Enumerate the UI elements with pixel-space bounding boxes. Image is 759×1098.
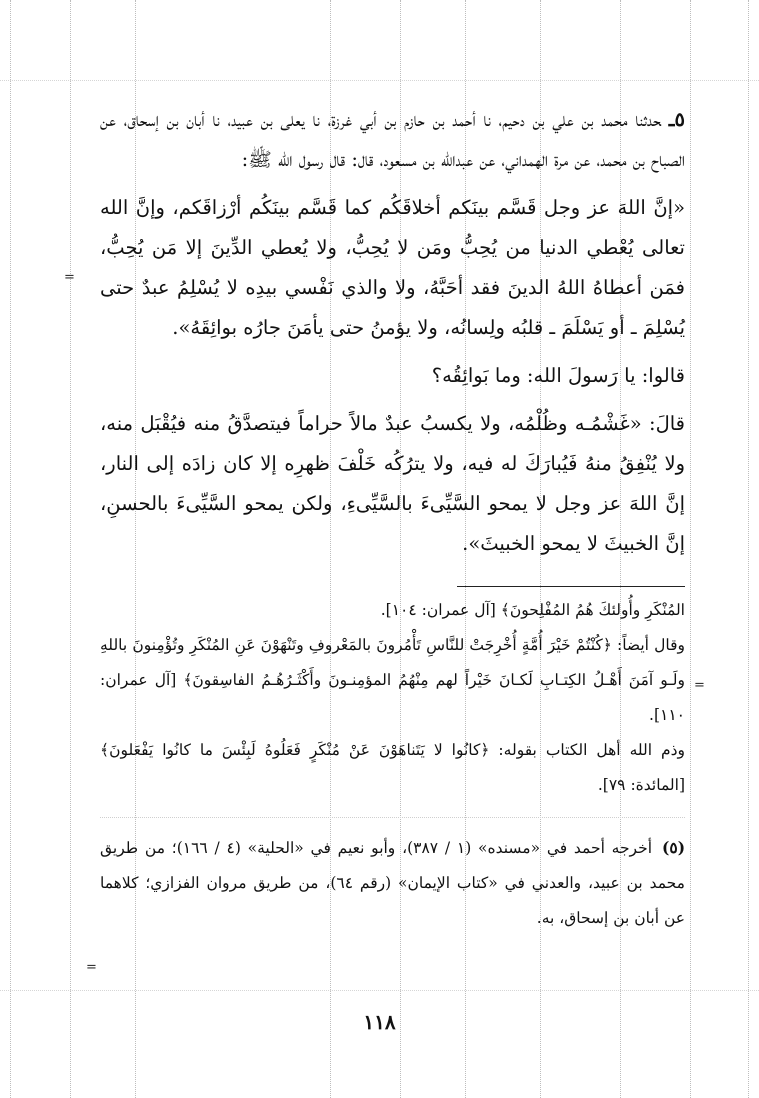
hadith-number: ٥ـ — [668, 108, 685, 131]
margin-mark-3: = — [86, 960, 97, 975]
footnote-continuation-1: المُنْكَرِ وأُولئكَ هُمُ المُفْلِحونَ﴾ [آل عمران: ١٠٤]. — [380, 601, 685, 619]
hadith-matn: «إنَّ اللهَ عز وجل قَسَّم بينَكم أخلاقَكُم كما قَسَّم بينَكُم أرْزاقَكم، وإنَّ الله تعالى يُعْطي الدنيا من يُحِبُّ ومَن لا يُحِبُّ، ولا يُعطي الدِّينَ إلا مَن يُحِبُّ، فمَن أعطاهُ اللهُ الدينَ فقد أحَبَّهُ، ولا والذي نَفْسي بيدِه لا يُسْلِمُ عبدٌ حتى يُسْلِمَ ـ أو يَسْلَمَ ـ قلبُه ولِسانُه، ولا يؤمنُ حتى يأمَنَ جارُه بوائِقَهُ». — [100, 196, 685, 339]
margin-mark-2: = — [694, 678, 705, 693]
hadith-isnad — [100, 100, 685, 180]
hadith-question: قالوا: يا رَسولَ الله: وما بَوائِقُه؟ — [431, 364, 685, 387]
footnote-5-number: (٥) — [662, 838, 686, 857]
page-content — [100, 100, 685, 936]
footnotes — [100, 593, 685, 936]
footnote-5-text: أخرجه أحمد في «مسنده» (١ / ٣٨٧)، وأبو نعيم في «الحلية» (٤ / ١٦٦)؛ من طريق محمد بن عبيد، والعدني في «كتاب الإيمان» (رقم ٦٤)، من طريق مروان الفزازي؛ كلاهما عن أبان بن إسحاق، به. — [100, 839, 685, 927]
footnote-continuation-2: وقال أيضاً: ﴿كُنْتُمْ خَيْرَ أُمَّةٍ أُخْرِجَتْ للنَّاسِ تَأْمُرونَ بالمَعْروفِ وتَنْهَوْنَ عَنِ المُنْكَرِ وتُؤْمِنونَ باللهِ ولَـو آمَنَ أَهْـلُ الكِتـابِ لَكـانَ خَيْراً لهم مِنْهُمُ المؤمِنـونَ وأَكْثَـرُهُـمُ الفاسِقونَ﴾ [آل عمران: ١١٠]. — [100, 636, 685, 724]
footnote-5 — [100, 817, 685, 936]
page-number: ١١٨ — [363, 1010, 396, 1034]
margin-mark-1: = — [64, 270, 75, 285]
footnote-continuation-3: وذم الله أهل الكتاب بقوله: ﴿كانُوا لا يَتَناهَوْنَ عَنْ مُنْكَرٍ فَعَلُوهُ لَبِئْسَ ما كانُوا يَفْعَلونَ﴾ [المائدة: ٧٩]. — [100, 741, 685, 794]
footnote-separator — [457, 586, 685, 587]
hadith-answer: قالَ: «غَشْمُـه وظُلْمُه، ولا يكسبُ عبدٌ مالاً حراماً فيتصدَّقُ منه فيُقْبَل منه، ولا يُنْفِقُ منهُ فَيُبارَكَ له فيه، ولا يترُكُه خَلْفَ ظهرِه إلا كان زادَه إلى النار، إنَّ اللهَ عز وجل لا يمحو السَّيِّىءَ بالسَّيِّىءِ، ولكن يمحو السَّيِّىءَ بالحسنِ، إنَّ الخبيثَ لا يمحو الخبيثَ». — [100, 412, 685, 555]
isnad-text: حدثنا محمد بن علي بن دحيم، نا أحمد بن حازم بن أبي غرزة، نا يعلى بن عبيد، نا أبان بن إسحاق، عن الصباح بن محمد، عن مرة الهمداني، عن عبدالله بن مسعود، قال: قال رسول الله ﷺ: — [100, 108, 685, 171]
